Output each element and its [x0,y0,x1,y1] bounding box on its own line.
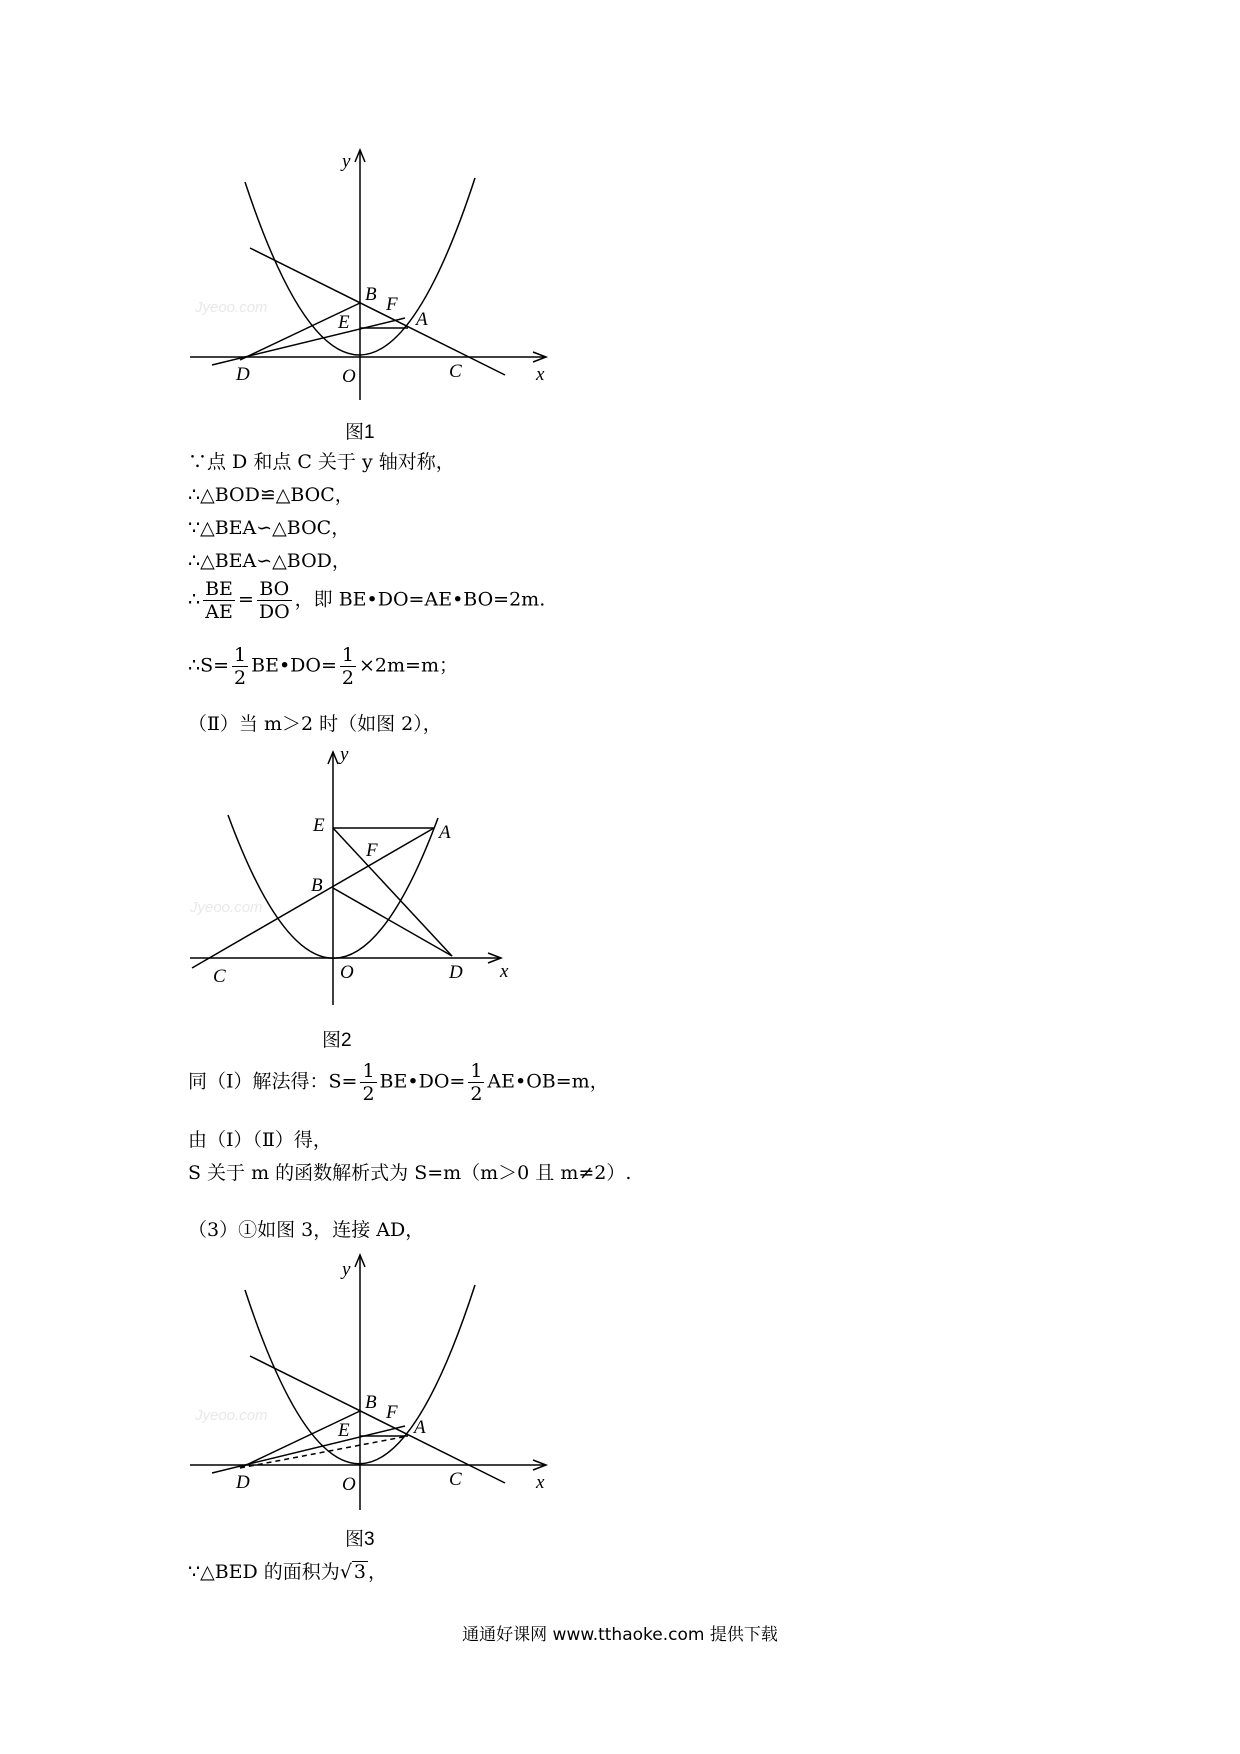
text-line: ∴△BEA∽△BOD， [188,550,351,572]
label-e: E [338,1420,350,1441]
label-y: y [340,744,349,765]
label-o: O [342,1474,356,1495]
figure-1 [180,140,550,410]
label-a: A [416,309,428,330]
formula-middle: BE•DO= [251,654,337,677]
formula-prefix: ∴S= [188,654,230,677]
numerator: 1 [234,644,247,666]
label-d: D [236,364,250,385]
formula-line [188,1060,609,1105]
label-d: D [236,1472,250,1493]
formula-middle: BE•DO= [379,1070,466,1093]
fraction [360,1060,376,1105]
watermark: Jyeoo.com [195,299,268,316]
label-a: A [414,1417,426,1438]
label-x: x [536,1472,545,1493]
label-a: A [439,822,451,843]
label-f: F [366,840,378,861]
text-line: S 关于 m 的函数解析式为 S=m（m＞0 且 m≠2）. [188,1162,632,1184]
fraction [203,578,235,623]
label-b: B [365,284,377,305]
numerator: BE [205,578,233,600]
label-b: B [311,875,323,896]
denominator: 2 [341,667,354,689]
text-line: 由（Ⅰ）（Ⅱ）得， [188,1129,332,1151]
fraction [340,644,356,689]
figure-2 [180,745,520,1015]
watermark: Jyeoo.com [190,899,263,916]
label-y: y [342,151,351,172]
label-x: x [536,364,545,385]
sqrt-radicand: 3 [353,1561,367,1583]
numerator: 1 [470,1060,483,1082]
formula-equals: = [237,588,254,611]
text-line: ∵点 D 和点 C 关于 y 轴对称， [188,451,455,473]
denominator: 2 [362,1083,375,1105]
label-f: F [386,1402,398,1423]
text-line: ∵△BEA∽△BOC， [188,517,351,539]
formula-suffix: ，即 BE•DO=AE•BO=2m. [294,588,546,611]
fraction [257,578,292,623]
formula-line [188,1560,387,1584]
figure-2-caption: 图2 [322,1030,352,1051]
label-e: E [313,815,325,836]
formula-line [188,644,458,689]
denominator: DO [258,601,290,623]
formula-suffix: ×2m=m； [359,654,458,677]
label-o: O [340,962,354,983]
formula-prefix: ∵△BED 的面积为 [188,1561,340,1583]
label-c: C [213,966,226,987]
label-c: C [449,361,462,382]
label-d: D [449,962,463,983]
numerator: 1 [362,1060,375,1082]
label-y: y [342,1259,351,1280]
label-o: O [342,366,356,387]
formula-prefix: ∴ [188,588,201,611]
numerator: 1 [341,644,354,666]
denominator: AE [205,601,233,623]
label-e: E [338,312,350,333]
figure-1-caption: 图1 [345,422,375,443]
formula-suffix: AE•OB=m， [487,1070,609,1093]
text-line: （3）①如图 3，连接 AD， [188,1219,425,1241]
label-c: C [449,1469,462,1490]
denominator: 2 [470,1083,483,1105]
figure-3-caption: 图3 [345,1529,375,1550]
formula-suffix: ， [368,1561,388,1583]
figure-3 [180,1245,550,1520]
label-x: x [500,961,509,982]
label-b: B [365,1392,377,1413]
denominator: 2 [234,667,247,689]
fraction [468,1060,484,1105]
sqrt-sign: √ [339,1561,352,1583]
formula-prefix: 同（Ⅰ）解法得：S= [188,1070,358,1093]
text-line: ∴△BOD≌△BOC， [188,484,354,506]
text-line: （Ⅱ）当 m＞2 时（如图 2）， [188,713,442,735]
numerator: BO [257,578,292,601]
formula-line [188,578,545,623]
page-footer: 通通好课网 www.tthaoke.com 提供下载 [462,1625,778,1645]
label-f: F [386,294,398,315]
fraction [232,644,248,689]
watermark: Jyeoo.com [195,1407,268,1424]
